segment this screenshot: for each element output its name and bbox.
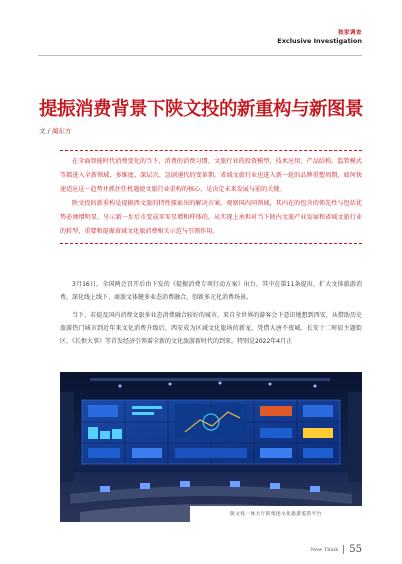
abstract-paragraph: 陕文投的新重构是提振西文旅的特性探索出的解决方案。观察国内同领域，其内在的包含的领先性与包括优势必须增明显，呈示新一步后市变成零零星增和样体的、从实现上承担对当下陕内文旅产业发展和省域文旅行业的转型，重要和提振省域文化旅消费相关示范与引领作用。 (60, 200, 362, 235)
article-title: 提振消费背景下陕文投的新重构与新图景 (39, 99, 364, 120)
article-body (60, 278, 362, 352)
author-name: 蔺东方 (51, 127, 72, 135)
page-number: 55 (349, 544, 362, 555)
article-abstract (60, 150, 362, 244)
magazine-name: New Think (310, 546, 339, 553)
footer-separator (343, 545, 344, 554)
header-divider (38, 55, 362, 56)
section-label-en: Exclusive Investigation (277, 37, 362, 45)
body-paragraph: 3月16日，全国两会召开后由下发的《提振消费专项行动方案》出台，其中在第11条提出，扩大文体旅游消费，深化线上线下、商旅文体健多业态消费融合，创新多元化消费场景。 (60, 281, 362, 302)
article-photo (60, 372, 362, 522)
article-byline (39, 126, 71, 135)
byline-prefix: 文 / (39, 127, 52, 135)
control-center-photo (60, 372, 362, 522)
section-label-cn: 独家调查 (337, 30, 362, 36)
abstract-paragraph: 在全面智能时代消费变化的当下，消费的消费习惯、文旅行业的投资模型、技术应用、产品结构、监管模式等都进入全新领域，多维度、深层次、急剧递代的变革期。省域文旅行业也进入新一轮的品牌重塑周期，如何快速适应这一趋势并抓住任机遇使文旅行业重构的核心，是决定未来发展与前的关键。 (60, 158, 362, 193)
photo-caption-box (190, 506, 362, 522)
page-footer (311, 544, 362, 555)
body-paragraph: 当下，若提及国内消费文旅多业态消费融合较好的城市，来自全世界的游客会下意识地想到西安，从借助历史旅游热门城市到近年来文化消费升级后，西安成为区域文化旅场的新宠，凭借大唐不夜城、长安十二时辰主题街区、《长恨大事》等首发经济引领着全新的文化旅游新时代的到来。特别是2022年4月正 (60, 311, 362, 346)
photo-caption: 陕文投一体大厅的集团文化旅游监管平台 (230, 512, 322, 517)
section-header (277, 28, 362, 45)
